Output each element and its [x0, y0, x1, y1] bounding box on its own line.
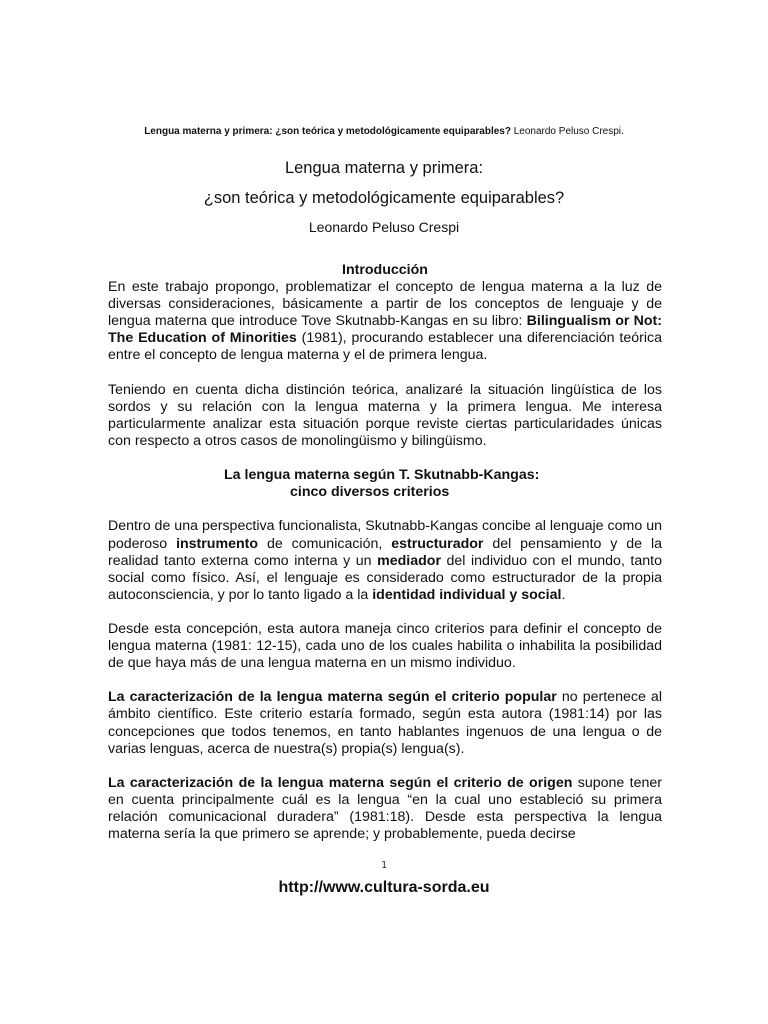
emphasis-estructurador: estructurador	[391, 535, 484, 552]
paragraph-text: del pensamiento y de la realidad tanto externa como interna y un	[108, 535, 662, 569]
paragraph-text: supone tener en cuenta principalmente cuál es la lengua “en la cual uno estableció su primera relación comunicacional duradera” (1981:18). Desde esta perspectiva la lengua materna sería la que primero se aprende; y probablemente, pueda decirse	[108, 774, 662, 843]
emphasis-identidad: identidad individual y social	[372, 586, 562, 603]
paragraph-intro-2: Teniendo en cuenta dicha distinción teórica, analizaré la situación lingüística de los sordos y su relación con la lengua materna y la primera lengua. Me interesa particularmente analizar esta situación porque reviste ciertas particularidades únicas con respecto a otros casos de monolingüismo y bilingüismo.	[108, 381, 662, 449]
running-header-author: Leonardo Peluso Crespi.	[513, 126, 624, 137]
running-header-title: Lengua materna y primera: ¿son teórica y metodológicamente equiparables?	[144, 126, 511, 137]
section-heading-line-1: La lengua materna según T. Skutnabb-Kangas:	[224, 467, 540, 484]
document-author: Leonardo Peluso Crespi	[308, 219, 460, 235]
paragraph-text: En este trabajo propongo, problematizar el concepto de lengua materna a la luz de diversas consideraciones, básicamente a partir de los conceptos de lenguaje y de lengua materna que introduce Tove Skutnabb-Kangas en su libro:	[108, 279, 662, 330]
paragraph-text: .	[561, 586, 566, 603]
paragraph-criterio-origen	[108, 775, 662, 843]
emphasis-instrumento: instrumento	[176, 535, 259, 552]
footer-url-link[interactable]: http://www.cultura-sorda.eu	[278, 879, 490, 896]
paragraph-text: no pertenece al ámbito científico. Este criterio estaría formado, según esta autora (1981:14) por las concepciones que todos tenemos, en tanto hablantes ingenuos de una lengua o de varias lenguas, acerca de nuestra(s) propia(s) lengua(s).	[108, 689, 662, 757]
section-heading-line-2: cinco diversos criterios	[290, 484, 450, 501]
paragraph-section2-1	[108, 518, 662, 603]
title-block	[0, 158, 768, 236]
paragraph-criterio-popular	[108, 689, 662, 757]
paragraph-text: (1981), procurando establecer una diferenciación teórica entre el concepto de lengua materna y el de primera lengua.	[108, 330, 662, 364]
section-heading-skutnabb	[108, 467, 662, 501]
paragraph-text: del individuo con el mundo, tanto social como físico. Así, el lenguaje es considerado como estructurador de la propia autoconsciencia, y por lo tanto ligado a la	[108, 552, 662, 603]
running-header	[0, 126, 768, 138]
section-heading-introduccion: Introducción	[342, 262, 428, 278]
page-number: 1	[380, 860, 388, 871]
paragraph-section2-2: Desde esta concepción, esta autora maneja cinco criterios para definir el concepto de lengua materna (1981: 12-15), cada uno de los cuales habilita o inhabilita la posibilidad de que haya más de una lengua materna en un mismo individuo.	[108, 620, 662, 672]
document-body	[108, 262, 662, 860]
document-title-line-1: Lengua materna y primera:	[284, 159, 484, 177]
paragraph-intro-1	[108, 279, 662, 364]
criterion-heading-popular: La caracterización de la lengua materna según el criterio popular	[108, 689, 557, 706]
book-title: Bilingualism or Not: The Education of Minorities	[108, 313, 663, 347]
document-title-line-2: ¿son teórica y metodológicamente equiparables?	[203, 189, 565, 207]
paragraph-text: de comunicación,	[258, 535, 392, 552]
criterion-heading-origen: La caracterización de la lengua materna según el criterio de origen	[108, 774, 573, 791]
paragraph-text: Dentro de una perspectiva funcionalista, Skutnabb-Kangas concibe al lenguaje como un poderoso	[108, 518, 662, 552]
emphasis-mediador: mediador	[377, 552, 441, 569]
